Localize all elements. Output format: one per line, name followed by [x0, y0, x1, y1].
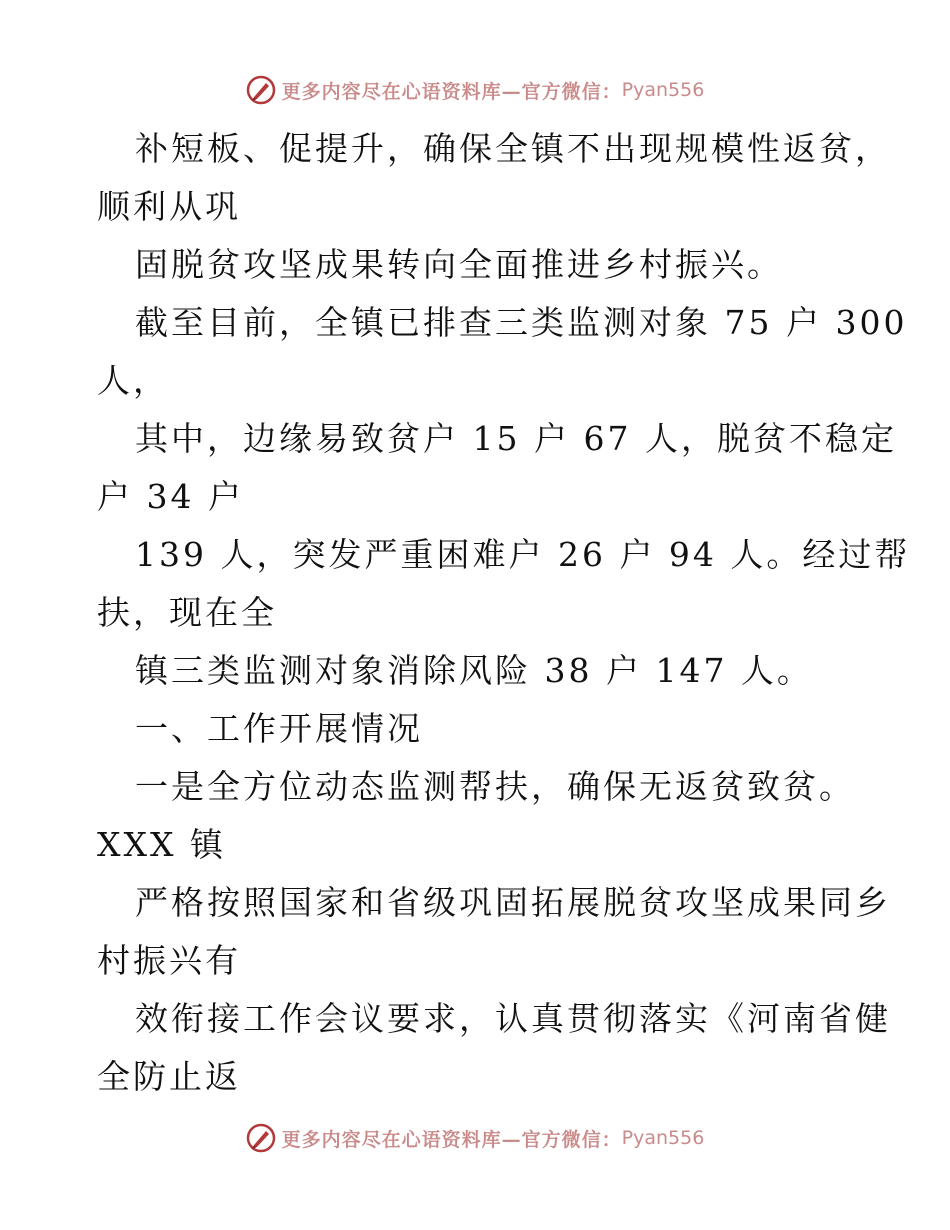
banner-wechat-id: Pyan556: [621, 79, 705, 101]
paragraph-line: 效衔接工作会议要求，认真贯彻落实《河南省健: [135, 999, 891, 1038]
paragraph-line: 一是全方位动态监测帮扶，确保无返贫致贫。: [135, 767, 855, 806]
paragraph-line: 扶，现在全: [97, 593, 277, 632]
paragraph-line: 镇三类监测对象消除风险 38 户 147 人。: [135, 651, 813, 690]
banner-text: 更多内容尽在心语资料库—官方微信：: [281, 80, 622, 103]
banner-wechat-id: Pyan556: [621, 1127, 705, 1149]
paragraph-line: 139 人，突发严重困难户 26 户 94 人。经过帮: [135, 535, 911, 574]
paragraph-line: 全防止返: [97, 1057, 241, 1096]
paragraph-line: 截至目前，全镇已排查三类监测对象 75 户 300: [135, 303, 908, 342]
paragraph-line: 其中，边缘易致贫户 15 户 67 人，脱贫不稳定: [135, 419, 897, 458]
paragraph-line: 村振兴有: [97, 941, 241, 980]
paragraph-line: 补短板、促提升，确保全镇不出现规模性返贫，: [135, 129, 891, 168]
paragraph-line: 人，: [97, 361, 169, 400]
paragraph-line: 固脱贫攻坚成果转向全面推进乡村振兴。: [135, 245, 783, 284]
paragraph-line: 严格按照国家和省级巩固拓展脱贫攻坚成果同乡: [135, 883, 891, 922]
paragraph-line: 顺利从巩: [97, 187, 241, 226]
pen-logo-icon: [246, 1123, 276, 1153]
header-banner: [0, 70, 950, 110]
paragraph-line: 户 34 户: [97, 477, 244, 516]
document-body: [97, 120, 911, 1106]
banner-text: 更多内容尽在心语资料库—官方微信：: [281, 1128, 622, 1151]
paragraph-line: XXX 镇: [97, 825, 226, 864]
footer-banner: [0, 1118, 950, 1158]
section-heading: 一、工作开展情况: [135, 709, 423, 748]
pen-logo-icon: [246, 75, 276, 105]
